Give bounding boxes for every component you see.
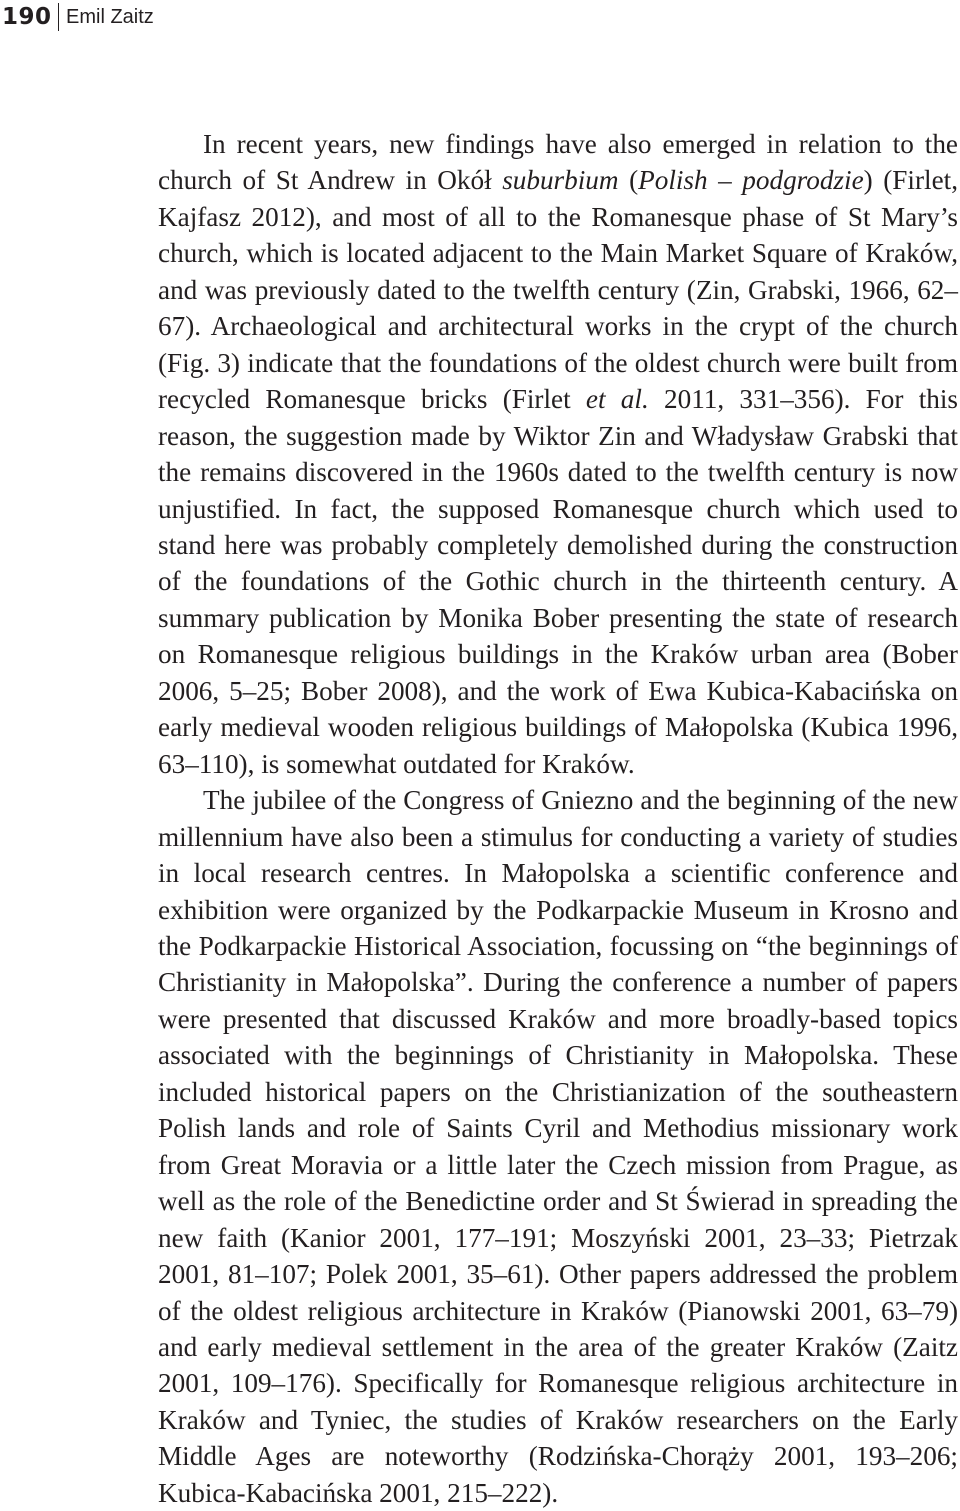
text-run: In recent years, new findings have also emerged in relation to the church of St Andrew in Okół <box>158 129 958 196</box>
text-run: ( <box>618 165 639 196</box>
body-text <box>158 126 958 1511</box>
paragraph <box>158 782 958 1511</box>
text-run: The jubilee of the Congress of Gniezno and the beginning of the new millennium have also been a stimulus for conducting a variety of studies in local research centres. In Małopolska a scientific conference and exhibition were organized by the Podkarpackie Museum in Krosno and the Podkarpackie Historical Association, focussing on “the beginnings of Christianity in Małopolska”. During the conference a number of papers were presented that discussed Kraków and more broadly-based topics associated with the beginnings of Christianity in Małopolska. These included historical papers on the Christianization of the southeastern Polish lands and role of Saints Cyril and Methodius missionary work from Great Moravia or a little later the Czech mission from Prague, as well as the role of the Benedictine order and St Świerad in spreading the new faith (Kanior 2001, 177–191; Moszyński 2001, 23–33; Pietrzak 2001, 81–107; Polek 2001, 35–61). Other papers addressed the problem of the oldest religious architecture in Kraków (Pianowski 2001, 63–79) and early medieval settlement in the area of the greater Kraków (Zaitz 2001, 109–176). Specifically for Romanesque religious architecture in Kraków and Tyniec, the studies of Kraków researchers on the Early Middle Ages are noteworthy (Rodzińska-Chorąży 2001, 193–206; Kubica-Kabacińska 2001, 215–222). <box>158 785 958 1508</box>
running-head <box>0 0 154 34</box>
running-title: Emil Zaitz <box>66 5 154 28</box>
text-run: 2011, 331–356). For this reason, the suggestion made by Wiktor Zin and Władysław Grabski that the remains discovered in the 1960s dated to the twelfth century is now unjustified. In fact, the supposed Romanesque church which used to stand here was probably completely demolished during the construction of the foundations of the Gothic church in the thirteenth century. A summary publication by Monika Bober presenting the state of research on Romanesque religious buildings in the Kraków urban area (Bober 2006, 5–25; Bober 2008), and the work of Ewa Kubica-Kabacińska on early medieval wooden religious buildings of Małopolska (Kubica 1996, 63–110), is somewhat outdated for Kraków. <box>158 384 958 779</box>
paragraph <box>158 126 958 782</box>
italic-text-run: suburbium <box>502 165 619 196</box>
italic-text-run: et al. <box>585 384 649 415</box>
text-run: ) (Firlet, Kajfasz 2012), and most of all to the Romanesque phase of St Mary’s church, which is located adjacent to the Main Market Square of Kraków, and was previously dated to the twelfth century (Zin, Grabski, 1966, 62–67). Archaeological and architectural works in the crypt of the church (Fig. 3) indicate that the foundations of the oldest church were built from recycled Romanesque bricks (Firlet <box>158 165 958 415</box>
italic-text-run: Polish – podgrodzie <box>638 165 864 196</box>
page-number: 190 <box>2 4 52 30</box>
header-divider <box>58 3 60 31</box>
